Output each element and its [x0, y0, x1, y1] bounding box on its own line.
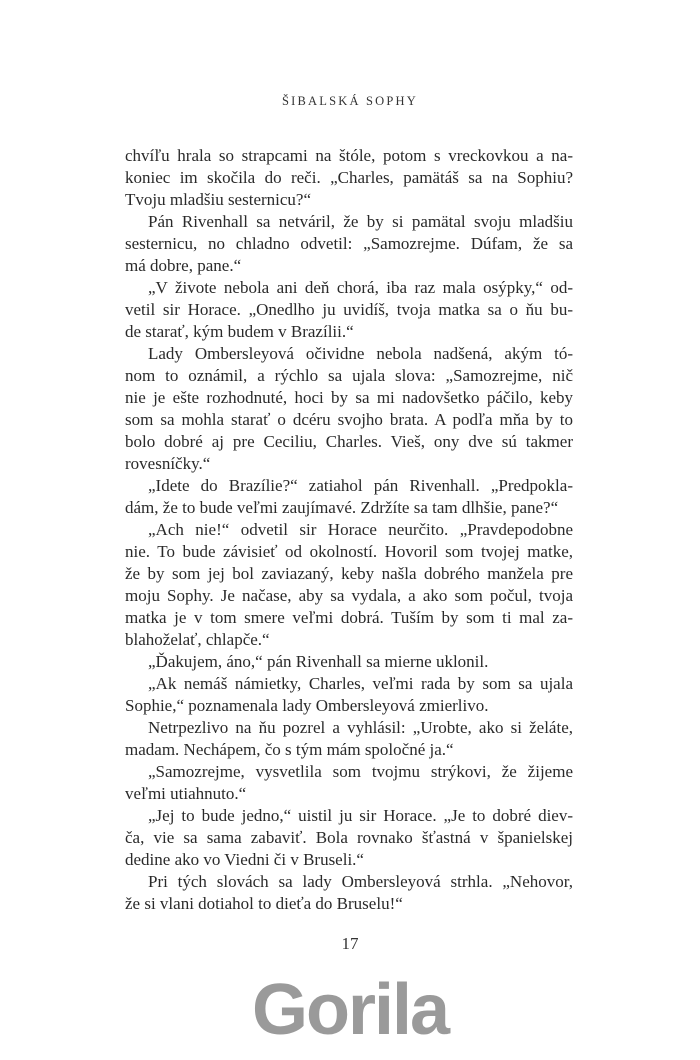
- text-line: Tvoju mladšiu sesternicu?“: [125, 190, 312, 209]
- text-line: nom to oznámil, a rýchlo sa ujala slova: „Samozrejme, nič: [125, 366, 573, 385]
- text-line: dám, že to bude veľmi zaujímavé. Zdržíte sa tam dlhšie, pane?“: [125, 498, 559, 517]
- watermark-logo: Gorila: [251, 970, 449, 1050]
- text-line: „Samozrejme, vysvetlila som tvojmu strýkovi, že žijeme: [148, 762, 573, 781]
- text-line: Pri tých slovách sa lady Ombersleyová strhla. „Nehovor,: [148, 872, 573, 891]
- text-line: bolo dobré aj pre Ceciliu, Charles. Vieš, ony dve sú takmer: [125, 432, 573, 451]
- text-line: nie. To bude závisieť od okolností. Hovoril som tvojej matke,: [125, 542, 573, 561]
- text-line: „Ak nemáš námietky, Charles, veľmi rada by som sa ujala: [148, 674, 573, 693]
- text-line: Netrpezlivo na ňu pozrel a vyhlásil: „Urobte, ako si želáte,: [148, 718, 573, 737]
- text-line: Pán Rivenhall sa netváril, že by si pamätal svoju mladšiu: [148, 212, 573, 231]
- text-line: „V živote nebola ani deň chorá, iba raz mala osýpky,“ od-: [148, 278, 573, 297]
- page-number: 17: [341, 934, 359, 953]
- text-line: madam. Nechápem, čo s tým mám spoločné ja.“: [125, 740, 454, 759]
- text-line: rovesníčky.“: [125, 454, 211, 473]
- running-header: ŠIBALSKÁ SOPHY: [281, 94, 419, 108]
- text-line: de starať, kým budem v Brazílii.“: [125, 322, 354, 341]
- body-text: [125, 145, 573, 915]
- text-line: som sa mohla starať o dcéru svojho brata. A podľa mňa by to: [125, 410, 573, 429]
- text-line: „Jej to bude jedno,“ uistil ju sir Horace. „Je to dobré diev-: [148, 806, 573, 825]
- text-line: „Idete do Brazílie?“ zatiahol pán Rivenhall. „Predpokla-: [148, 476, 573, 495]
- text-line: že si vlani dotiahol to dieťa do Bruselu!“: [125, 894, 403, 913]
- text-line: nie je ešte rozhodnuté, hoci by sa mi nadovšetko páčilo, keby: [125, 388, 573, 407]
- text-line: Sophie,“ poznamenala lady Ombersleyová zmierlivo.: [125, 696, 489, 715]
- text-line: koniec im skočila do reči. „Charles, pamätáš sa na Sophiu?: [125, 168, 573, 187]
- text-line: vetil sir Horace. „Onedlho ju uvidíš, tvoja matka sa o ňu bu-: [125, 300, 573, 319]
- text-line: sesternicu, no chladno odvetil: „Samozrejme. Dúfam, že sa: [125, 234, 573, 253]
- text-line: dedine ako vo Viedni či v Bruseli.“: [125, 850, 364, 869]
- text-line: „Ach nie!“ odvetil sir Horace neurčito. „Pravdepodobne: [148, 520, 573, 539]
- text-line: Lady Ombersleyová očividne nebola nadšená, akým tó-: [148, 344, 573, 363]
- text-line: matka je v tom smere veľmi dobrá. Tuším by som ti mal za-: [125, 608, 573, 627]
- text-line: ča, vie sa sama zabaviť. Bola rovnako šťastná v španielskej: [125, 828, 573, 847]
- text-line: blahoželať, chlapče.“: [125, 630, 270, 649]
- text-line: „Ďakujem, áno,“ pán Rivenhall sa mierne uklonil.: [148, 652, 489, 671]
- text-line: moju Sophy. Je načase, aby sa vydala, a ako som počul, tvoja: [125, 586, 573, 605]
- text-line: má dobre, pane.“: [125, 256, 242, 275]
- text-line: chvíľu hrala so strapcami na štóle, potom s vreckovkou a na-: [125, 146, 573, 165]
- text-line: veľmi utiahnuto.“: [125, 784, 247, 803]
- text-line: že by som jej bol zaviazaný, keby našla dobrého manžela pre: [125, 564, 573, 583]
